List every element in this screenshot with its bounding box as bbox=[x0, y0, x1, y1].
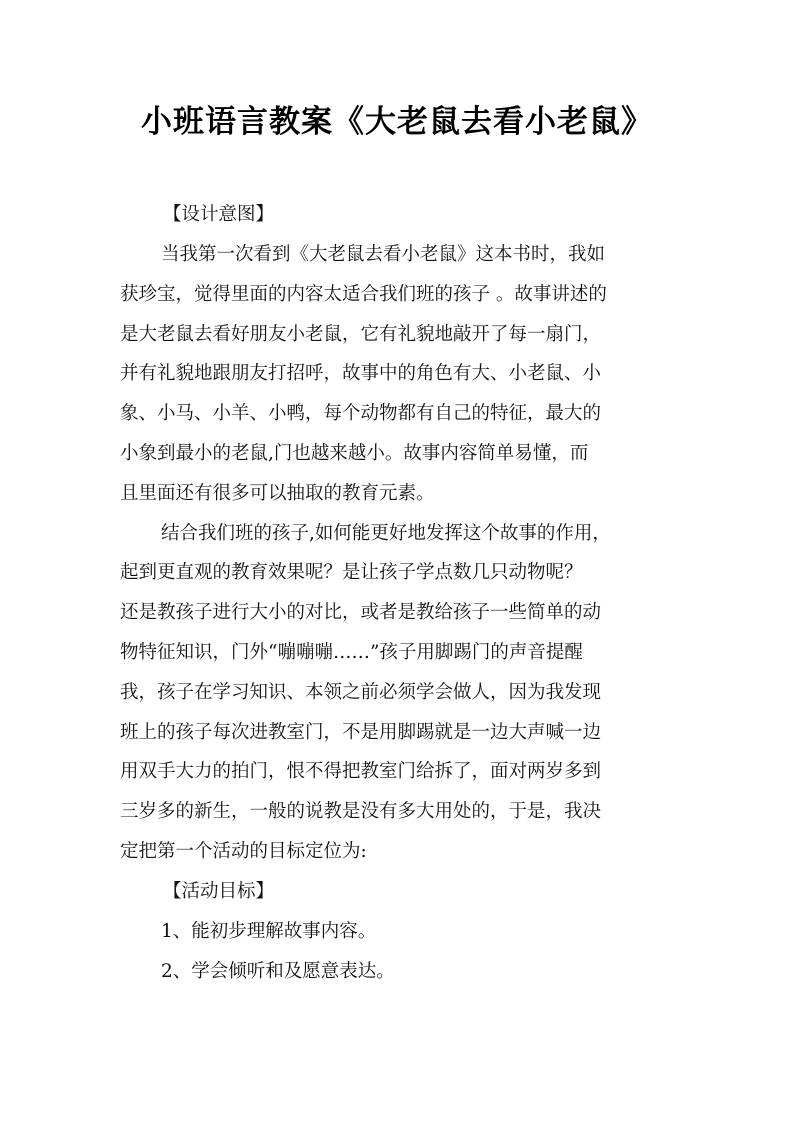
section-heading-design-intent: 【设计意图】 bbox=[163, 204, 275, 225]
document-body bbox=[120, 195, 680, 992]
paragraph-line: 并有礼貌地跟朋友打招呼，故事中的角色有大、小老鼠、小 bbox=[120, 363, 602, 385]
paragraph-line: 获珍宝，觉得里面的内容太适合我们班的孩子 。故事讲述的 bbox=[120, 283, 607, 305]
paragraph-line: 象、小马、小羊、小鸭，每个动物都有自己的特征，最大的 bbox=[120, 403, 602, 425]
paragraph-line: 结合我们班的孩子,如何能更好地发挥这个故事的作用， bbox=[161, 522, 611, 544]
paragraph-line: 还是教孩子进行大小的对比，或者是教给孩子一些简单的动 bbox=[120, 602, 602, 624]
paragraph-line: 班上的孩子每次进教室门，不是用脚踢就是一边大声喊一边 bbox=[120, 721, 602, 743]
section-heading-activity-goals: 【活动目标】 bbox=[163, 880, 275, 902]
paragraph-line: 定把第一个活动的目标定位为: bbox=[120, 840, 367, 862]
paragraph-line: 当我第一次看到《大老鼠去看小老鼠》这本书时，我如 bbox=[161, 244, 606, 265]
paragraph-line: 小象到最小的老鼠,门也越来越小。故事内容简单易懂，而 bbox=[120, 442, 589, 464]
paragraph-line: 我，孩子在学习知识、本领之前必须学会做人，因为我发现 bbox=[120, 681, 602, 703]
paragraph-line: 用双手大力的拍门，恨不得把教室门给拆了，面对两岁多到 bbox=[120, 761, 602, 783]
paragraph-line: 物特征知识，门外“嘣嘣嘣……”孩子用脚踢门的声音提醒 bbox=[120, 641, 583, 663]
document-title: 小班语言教案《大老鼠去看小老鼠》 bbox=[141, 104, 653, 140]
paragraph-line: 起到更直观的教育效果呢？是让孩子学点数几只动物呢？ bbox=[120, 562, 583, 584]
list-item: 1、能初步理解故事内容。 bbox=[161, 920, 377, 942]
paragraph-design-intent-1 bbox=[120, 235, 680, 514]
paragraph-line: 且里面还有很多可以抽取的教育元素。 bbox=[120, 482, 435, 504]
list-item: 2、学会倾听和及愿意表达。 bbox=[161, 960, 395, 982]
goal-list bbox=[120, 912, 680, 992]
paragraph-design-intent-2 bbox=[120, 514, 680, 872]
paragraph-line: 三岁多的新生，一般的说教是没有多大用处的，于是，我决 bbox=[120, 801, 602, 823]
paragraph-line: 是大老鼠去看好朋友小老鼠，它有礼貌地敲开了每一扇门， bbox=[120, 323, 602, 345]
